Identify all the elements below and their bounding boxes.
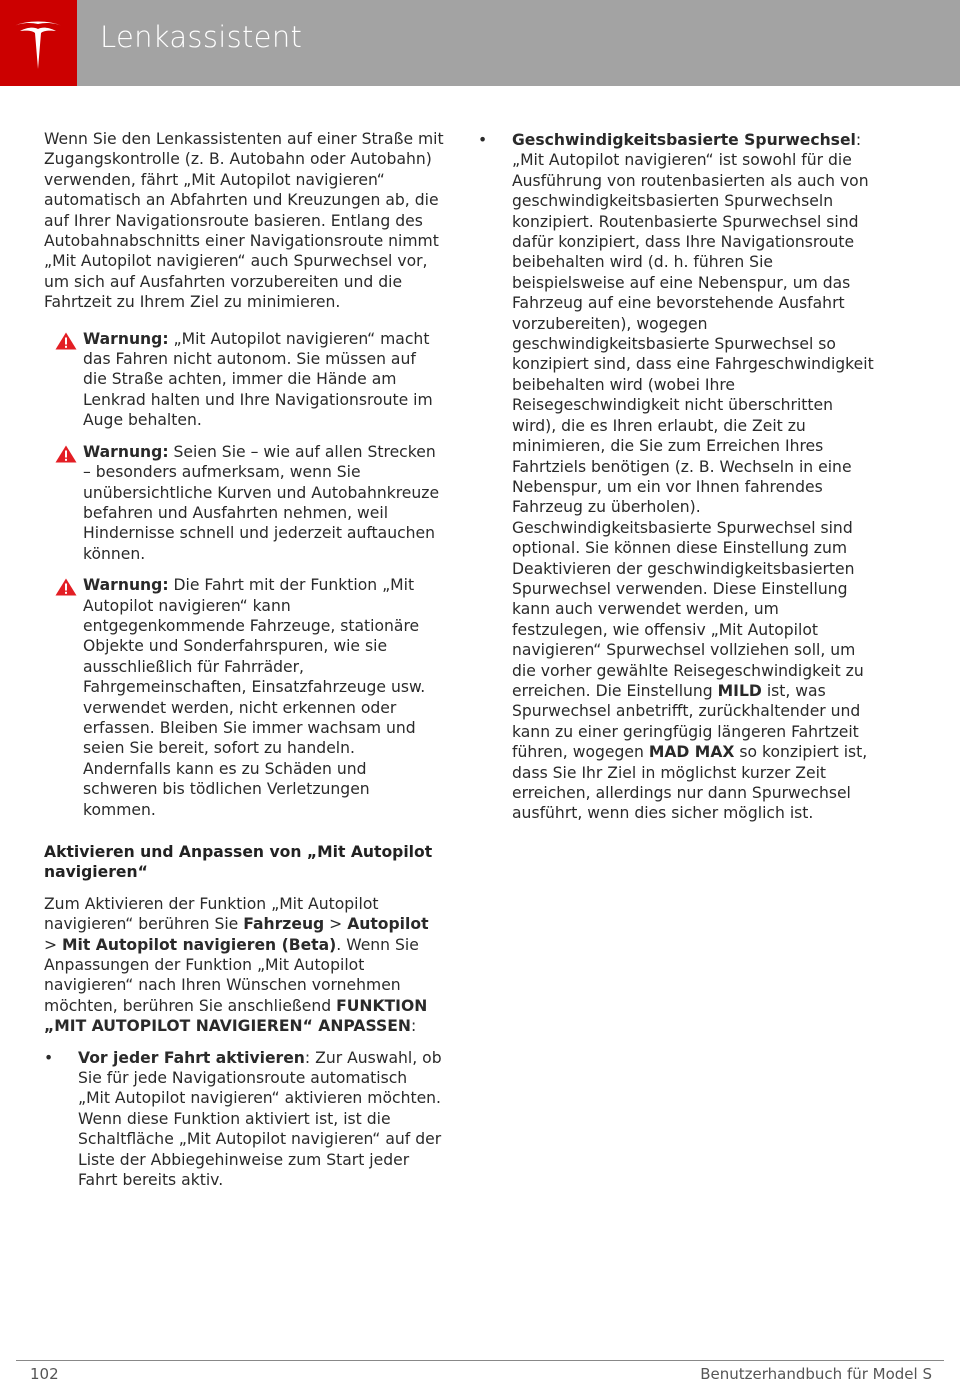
menu-path-vehicle: Fahrzeug <box>243 915 325 934</box>
section-heading: Aktivieren und Anpassen von „Mit Autopilot navigieren“ <box>44 843 433 882</box>
activate-text: . Wenn Sie Anpassungen der Funktion „Mit Autopilot navigieren“ nach Ihren Wünschen vornehmen möchten, berühren Sie anschließend <box>44 935 419 1015</box>
setting-mad-max: MAD MAX <box>648 743 735 762</box>
bullet-title: Geschwindigkeitsbasierte Spurwechsel <box>512 131 856 149</box>
bullet-title: Vor jeder Fahrt aktivieren <box>78 1048 305 1067</box>
setting-mild: MILD <box>717 681 762 700</box>
menu-path-customize: FUNKTION „MIT AUTOPILOT NAVIGIEREN“ ANPASSEN <box>44 996 428 1036</box>
bullet-text: : „Mit Autopilot navigieren“ ist sowohl für die Ausführung von routenbasierten als auch von geschwindigkeitsbasierten Spurwechseln konzipiert. Routenbasierte Spurwechsel sind dafür konzipiert, dass Ihre Navigationsroute beibehalten wird (d. h. führen Sie beispielsweise auf eine Nebenspur, um das Fahrzeug auf eine bevorstehende Ausfahrt vorzubereiten), wogegen geschwindigkeitsbasierte Spurwechsel so konzipiert sind, dass eine Fahrgeschwindigkeit beibehalten wird (wobei Ihre Reisegeschwindigkeit nicht überschritten wird), die es Ihren erlaubt, die Zeit zu minimieren, die Sie zum Erreichen Ihres Fahrtziels benötigen (z. B. Wechseln in eine Nebenspur, um ein vor Ihnen fahrendes Fahrzeug zu überholen). Geschwindigkeitsbasierte Spurwechsel sind optional. Sie können diese Einstellung zum Deaktivieren der geschwindigkeitsbasierten Spurwechsel verwenden. Diese Einstellung kann auch verwendet werden, um festzulegen, wie offensiv „Mit Autopilot navigieren“ Spurwechsel vollziehen soll, um die vorher gewählte Reisegeschwindigkeit zu erreichen. Die Einstellung <box>512 131 874 700</box>
path-separator: > <box>44 935 63 954</box>
list-item <box>478 130 878 824</box>
activate-paragraph <box>44 894 444 1037</box>
page-title: Lenkassistent <box>100 20 303 54</box>
path-separator: > <box>324 915 348 934</box>
menu-path-autopilot: Autopilot <box>347 915 429 934</box>
menu-path-navigate-on-autopilot: Mit Autopilot navigieren (Beta) <box>62 935 337 954</box>
warning-text: „Mit Autopilot navigieren“ macht das Fahren nicht autonom. Sie müssen auf die Straße achten, immer die Hände am Lenkrad halten und Ihre Navigationsroute im Auge behalten. <box>83 329 433 430</box>
warning-block <box>44 442 444 564</box>
page-number: 102 <box>30 1365 59 1383</box>
list-item <box>44 1048 444 1191</box>
page-header <box>0 0 960 86</box>
intro-paragraph: Wenn Sie den Lenkassistenten auf einer Straße mit Zugangskontrolle (z. B. Autobahn oder Autobahn) verwenden, fährt „Mit Autopilot navigieren“ automatisch an Abfahrten und Kreuzungen ab, die auf Ihrer Navigationsroute basieren. Entlang des Autobahnabschnitts einer Navigationsroute nimmt „Mit Autopilot navigieren“ auch Spurwechsel vor, um sich auf Ausfahrten vorzubereiten und die Fahrtzeit zu Ihrem Ziel zu minimieren. <box>44 130 444 312</box>
warning-label: Warnung: <box>83 442 169 461</box>
warning-label: Warnung: <box>83 576 169 595</box>
left-column <box>44 129 444 1191</box>
brand-logo-box <box>0 0 77 86</box>
warning-block <box>44 329 444 431</box>
warning-triangle-icon <box>55 578 77 596</box>
footer-divider <box>16 1360 944 1361</box>
right-column <box>478 130 878 824</box>
bullet-symbol: • <box>478 131 488 149</box>
warning-label: Warnung: <box>83 329 169 348</box>
activate-text: : <box>410 1017 417 1036</box>
warning-text: Die Fahrt mit der Funktion „Mit Autopilot navigieren“ kann entgegenkommende Fahrzeuge, stationäre Objekte und Sonderfahrspuren, wie sie ausschließlich für Fahrräder, Fahrgemeinschaften, Einsatzfahrzeuge usw. verwendet werden, nicht erkennen oder erfassen. Bleiben Sie immer wachsam und seien Sie bereit, sofort zu handeln. Andernfalls kann es zu Schäden und schweren bis tödlichen Verletzungen kommen. <box>83 576 426 819</box>
bullet-text: so konzipiert ist, dass Sie Ihr Ziel in möglichst kurzer Zeit erreichen, allerdings nur dann Spurwechsel ausführt, wenn dies sicher möglich ist. <box>512 743 868 823</box>
manual-title: Benutzerhandbuch für Model S <box>700 1365 932 1383</box>
activate-text: Zum Aktivieren der Funktion „Mit Autopilot navigieren“ berühren Sie <box>44 894 379 934</box>
bullet-text: : Zur Auswahl, ob Sie für jede Navigationsroute automatisch „Mit Autopilot navigieren“ aktivieren möchten. Wenn diese Funktion aktiviert ist, ist die Schaltfläche „Mit Autopilot navigieren“ auf der Liste der Abbiegehinweise zum Start jeder Fahrt bereits aktiv. <box>78 1048 442 1190</box>
warning-block <box>44 575 444 820</box>
bullet-symbol: • <box>44 1048 54 1067</box>
warning-triangle-icon <box>55 445 77 463</box>
warning-text: Seien Sie – wie auf allen Strecken – besonders aufmerksam, wenn Sie unübersichtliche Kurven und Autobahnkreuze befahren und Ausfahrten nehmen, weil Hindernisse schnell und jederzeit auftauchen können. <box>83 442 440 563</box>
warning-triangle-icon <box>55 332 77 350</box>
tesla-logo-icon <box>12 17 64 71</box>
bullet-text: ist, was Spurwechsel anbetrifft, zurückhaltender und kann zu einer geringfügig längeren Fahrtzeit führen, wogegen <box>512 681 861 762</box>
